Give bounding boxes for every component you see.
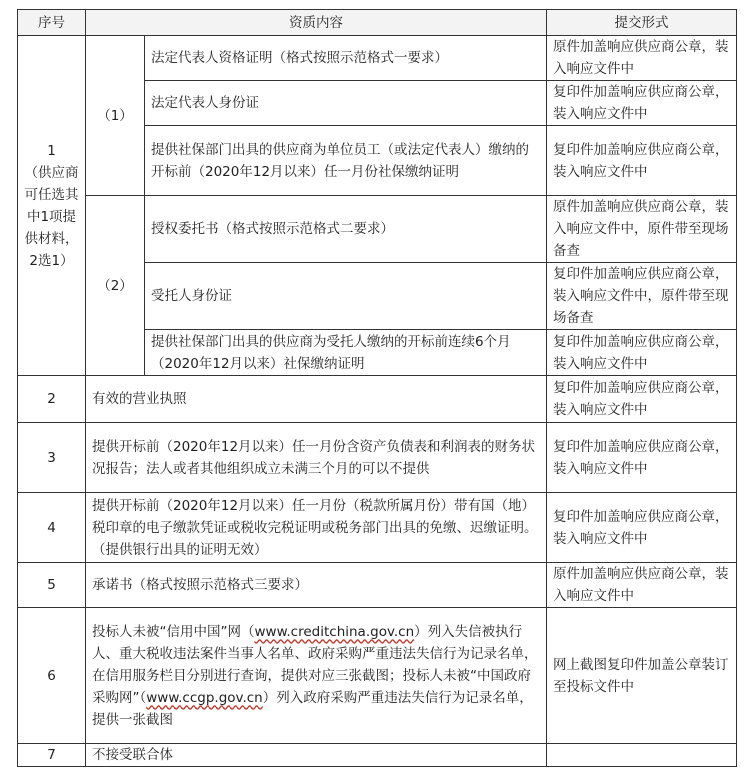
content-cell: 提供社保部门出具的供应商为受托人缴纳的开标前连续6个月（2020年12月以来）社保缴纳证明 bbox=[145, 330, 547, 376]
table-row bbox=[18, 493, 737, 563]
qualification-table bbox=[17, 9, 737, 767]
form-cell: 网上截图复印件加盖公章装订至投标文件中 bbox=[547, 608, 737, 744]
row-number-1: 1 （供应商可任选其中1项提供材料，2选1） bbox=[18, 36, 86, 376]
content-cell: 法定代表人资格证明（格式按照示范格式一要求） bbox=[145, 36, 547, 81]
row-number: 7 bbox=[18, 744, 86, 767]
sub-label-1: （1） bbox=[86, 36, 145, 196]
content-cell: 授权委托书（格式按照示范格式二要求） bbox=[145, 196, 547, 263]
content-text: ）列入政府采购严重违法失信行为记录名单，提供一张截图 bbox=[92, 689, 533, 728]
header-seq: 序号 bbox=[18, 10, 86, 36]
creditchina-url: www.creditchina.gov.cn bbox=[254, 623, 415, 640]
ccgp-url: www.ccgp.gov.cn bbox=[146, 689, 263, 706]
content-cell: 承诺书（格式按照示范格式三要求） bbox=[86, 563, 547, 608]
table-header-row bbox=[18, 10, 737, 36]
row-number: 6 bbox=[18, 608, 86, 744]
form-cell: 复印件加盖响应供应商公章，装入响应文件中 bbox=[547, 81, 737, 126]
header-form: 提交形式 bbox=[547, 10, 737, 36]
content-cell-6 bbox=[86, 608, 547, 744]
header-content: 资质内容 bbox=[86, 10, 547, 36]
row-number: 5 bbox=[18, 563, 86, 608]
content-text: ）列入失信被执行人、重大税收违法案件当事人名单、政府采购严重违法失信行为记录名单，在信用服务栏目分别进行查询，提供对应三张截图；投标人未被“中国政府采购网”（ bbox=[92, 623, 538, 706]
table-row bbox=[18, 744, 737, 767]
content-cell: 不接受联合体 bbox=[86, 744, 547, 767]
row-number: 3 bbox=[18, 423, 86, 493]
table-row bbox=[18, 608, 737, 744]
form-cell: 复印件加盖响应供应商公章，装入响应文件中 bbox=[547, 330, 737, 376]
form-cell: 复印件加盖响应供应商公章，装入响应文件中 bbox=[547, 126, 737, 196]
content-cell: 提供社保部门出具的供应商为单位员工（或法定代表人）缴纳的开标前（2020年12月以来）任一月份社保缴纳证明 bbox=[145, 126, 547, 196]
sub-label-2: （2） bbox=[86, 196, 145, 376]
row-number: 2 bbox=[18, 376, 86, 423]
form-cell-empty bbox=[547, 744, 737, 767]
content-cell: 法定代表人身份证 bbox=[145, 81, 547, 126]
table-row bbox=[18, 196, 737, 263]
form-cell: 复印件加盖响应供应商公章，装入响应文件中 bbox=[547, 376, 737, 423]
content-cell: 有效的营业执照 bbox=[86, 376, 547, 423]
table-row bbox=[18, 376, 737, 423]
form-cell: 原件加盖响应供应商公章，装入响应文件中 bbox=[547, 563, 737, 608]
form-cell: 复印件加盖响应供应商公章，装入响应文件中，原件带至现场备查 bbox=[547, 263, 737, 330]
content-cell: 提供开标前（2020年12月以来）任一月份含资产负债表和利润表的财务状况报告；法人或者其他组织成立未满三个月的可以不提供 bbox=[86, 423, 547, 493]
form-cell: 复印件加盖响应供应商公章，装入响应文件中 bbox=[547, 493, 737, 563]
content-text: 投标人未被“信用中国”网（ bbox=[92, 623, 255, 640]
form-cell: 复印件加盖响应供应商公章，装入响应文件中 bbox=[547, 423, 737, 493]
form-cell: 原件加盖响应供应商公章，装入响应文件中 bbox=[547, 36, 737, 81]
content-cell: 提供开标前（2020年12月以来）任一月份（税款所属月份）带有国（地）税印章的电子缴款凭证或税收完税证明或税务部门出具的免缴、迟缴证明。（提供银行出具的证明无效） bbox=[86, 493, 547, 563]
table-row bbox=[18, 423, 737, 493]
table-row bbox=[18, 36, 737, 81]
row-number: 4 bbox=[18, 493, 86, 563]
form-cell: 原件加盖响应供应商公章，装入响应文件中，原件带至现场备查 bbox=[547, 196, 737, 263]
table-row bbox=[18, 563, 737, 608]
content-cell: 受托人身份证 bbox=[145, 263, 547, 330]
